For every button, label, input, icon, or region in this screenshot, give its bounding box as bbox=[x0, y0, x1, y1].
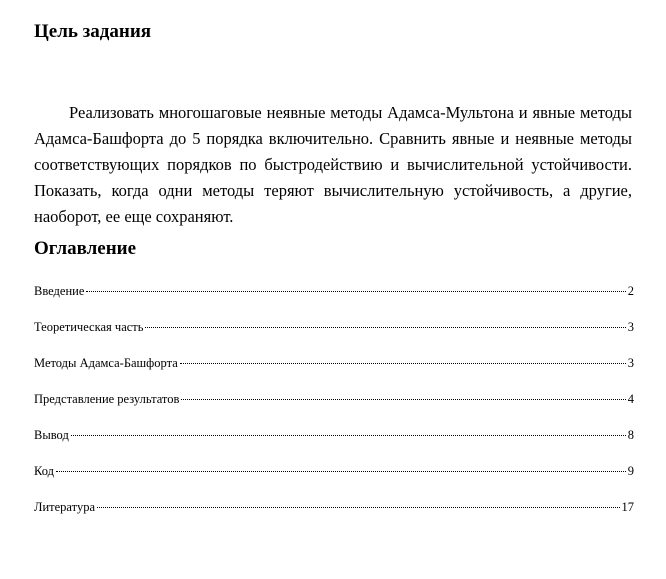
goal-paragraph: Реализовать многошаговые неявные методы Адамса-Мультона и явные методы Адамса-Башфорта до 5 порядка включительно. Сравнить явные и неявные методы соответствующих порядков по быстродействию и вычислительной устойчивости. Показать, когда одни методы теряют вычислительную устойчивость, а другие, наоборот, ее еще сохраняют. bbox=[34, 103, 632, 226]
toc-entry-page: 3 bbox=[627, 320, 634, 334]
table-of-contents bbox=[34, 283, 634, 535]
toc-entry-literature[interactable] bbox=[34, 499, 634, 535]
toc-entry-title[interactable]: Теоретическая часть bbox=[34, 320, 144, 334]
toc-dot-leader bbox=[97, 507, 620, 508]
toc-entry-page: 9 bbox=[627, 464, 634, 478]
toc-dot-leader bbox=[180, 363, 626, 364]
toc-entry-title[interactable]: Представление результатов bbox=[34, 392, 180, 406]
toc-entry-title[interactable]: Методы Адамса-Башфорта bbox=[34, 356, 178, 370]
toc-heading: Оглавление bbox=[34, 238, 137, 259]
toc-entry-title[interactable]: Код bbox=[34, 464, 54, 478]
toc-dot-leader bbox=[56, 471, 626, 472]
toc-entry-introduction[interactable] bbox=[34, 283, 634, 319]
goal-heading: Цель задания bbox=[34, 21, 152, 42]
toc-dot-leader bbox=[181, 399, 625, 400]
toc-entry-page: 8 bbox=[627, 428, 634, 442]
toc-entry-results[interactable] bbox=[34, 391, 634, 427]
toc-dot-leader bbox=[86, 291, 625, 292]
toc-entry-page: 4 bbox=[627, 392, 634, 406]
toc-entry-page: 2 bbox=[627, 284, 634, 298]
toc-entry-title[interactable]: Вывод bbox=[34, 428, 69, 442]
toc-entry-theory[interactable] bbox=[34, 319, 634, 355]
toc-entry-page: 17 bbox=[621, 500, 634, 514]
toc-entry-title[interactable]: Введение bbox=[34, 284, 85, 298]
toc-entry-adams-bashforth[interactable] bbox=[34, 355, 634, 391]
toc-dot-leader bbox=[71, 435, 626, 436]
toc-entry-title[interactable]: Литература bbox=[34, 500, 95, 514]
toc-entry-page: 3 bbox=[627, 356, 634, 370]
toc-dot-leader bbox=[145, 327, 625, 328]
toc-entry-code[interactable] bbox=[34, 463, 634, 499]
toc-entry-conclusion[interactable] bbox=[34, 427, 634, 463]
